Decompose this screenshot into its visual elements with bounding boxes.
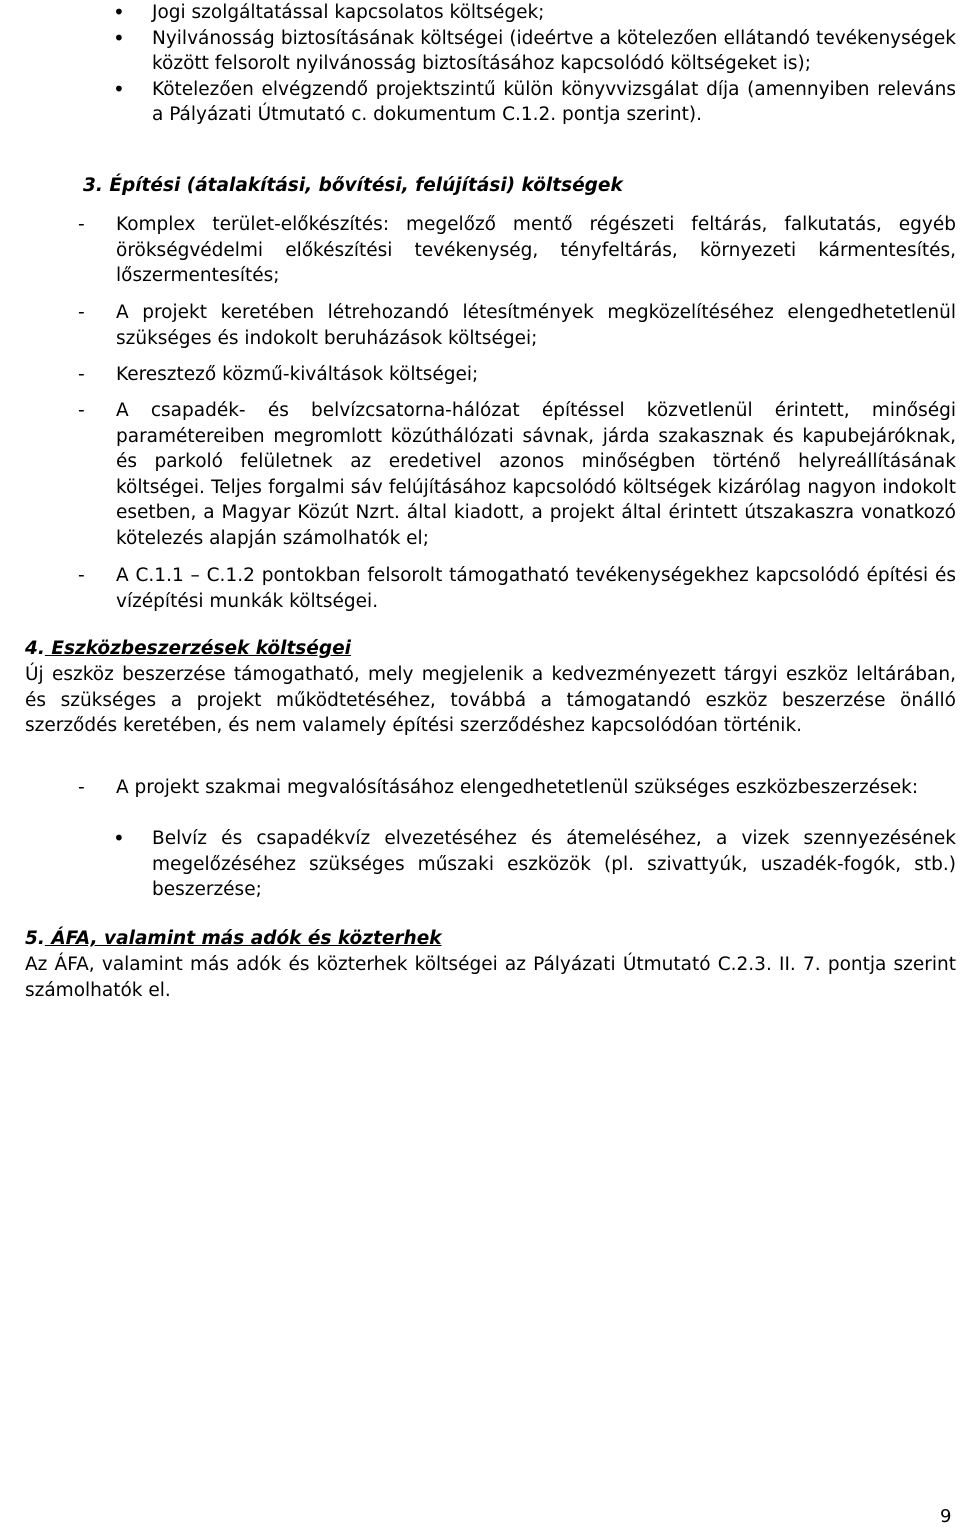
- bullet-text: Jogi szolgáltatással kapcsolatos költségek;: [152, 2, 545, 23]
- section-3-item-3: [0, 362, 960, 388]
- section-title: ÁFA, valamint más adók és közterhek: [51, 928, 442, 949]
- top-bullet-list: [0, 0, 960, 128]
- section-3-heading: 3. Építési (átalakítási, bővítési, felújítási) költségek: [83, 175, 623, 196]
- section-4-sub-bullet: [0, 826, 960, 903]
- section-3-item-2: [0, 300, 960, 351]
- section-3-item-5: [0, 563, 960, 614]
- page-number: 9: [940, 1506, 952, 1527]
- list-item: [0, 26, 960, 77]
- dash-marker: -: [78, 364, 85, 385]
- item-text: A csapadék- és belvízcsatorna-hálózat építéssel közvetlenül érintett, minőségi paramétereiben megromlott közúthálózati sávnak, járda szakasznak és kapubejáróknak, és parkoló felületnek az eredetivel azonos minőségben történő helyreállításának költségei. Teljes forgalmi sáv felújításához kapcsolódó költségek kizárólag nagyon indokolt esetben, a Magyar Közút Nzrt. által kiadott, a projekt által érintett útszakaszra vonatkozó kötelezés alapján számolhatók el;: [116, 400, 956, 549]
- dash-marker: -: [78, 565, 85, 586]
- item-text: Keresztező közmű-kiváltások költségei;: [116, 364, 479, 385]
- section-4-dash-item: [0, 775, 960, 801]
- item-text: A projekt szakmai megvalósításához elengedhetetlenül szükséges eszközbeszerzések:: [116, 777, 919, 798]
- bullet-icon: •: [113, 826, 125, 850]
- section-5-heading: [25, 926, 442, 952]
- item-text: A projekt keretében létrehozandó létesítmények megközelítéséhez elengedhetetlenül szükséges és indokolt beruházások költségei;: [116, 302, 956, 349]
- section-number: 4.: [25, 638, 45, 659]
- bullet-text: Belvíz és csapadékvíz elvezetéséhez és átemeléséhez, a vizek szennyezésének megelőzéséhez szükséges műszaki eszközök (pl. szivattyúk, uszadék-fogók, stb.) beszerzése;: [152, 828, 956, 900]
- dash-marker: -: [78, 302, 85, 323]
- bullet-text: Kötelezően elvégzendő projektszintű külön könyvvizsgálat díja (amennyiben releváns a Pályázati Útmutató c. dokumentum C.1.2. pontja szerint).: [152, 78, 956, 125]
- bullet-icon: •: [113, 76, 125, 101]
- bullet-text: Nyilvánosság biztosításának költségei (ideértve a kötelezően ellátandó tevékenységek között felsorolt nyilvánosság biztosításához kapcsolódó költségeket is);: [152, 27, 956, 74]
- section-number: 5.: [25, 928, 45, 949]
- bullet-icon: •: [113, 25, 125, 50]
- dash-marker: -: [78, 400, 85, 421]
- section-3-item-1: [0, 212, 960, 289]
- section-4-heading: [25, 636, 351, 662]
- dash-marker: -: [78, 214, 85, 235]
- section-title: Eszközbeszerzések költségei: [51, 638, 351, 659]
- dash-marker: -: [78, 777, 85, 798]
- list-item: [0, 0, 960, 26]
- bullet-icon: •: [113, 0, 125, 24]
- list-item: [0, 77, 960, 128]
- section-3-item-4: [0, 398, 960, 551]
- section-4-paragraph: Új eszköz beszerzése támogatható, mely megjelenik a kedvezményezett tárgyi eszköz leltárában, és szükséges a projekt működtetéséhez, továbbá a támogatandó eszköz beszerzése önálló szerződés keretében, és nem valamely építési szerződéshez kapcsolódóan történik.: [25, 664, 956, 736]
- item-text: A C.1.1 – C.1.2 pontokban felsorolt támogatható tevékenységekhez kapcsolódó építési és vízépítési munkák költségei.: [116, 565, 956, 612]
- section-5-paragraph: Az ÁFA, valamint más adók és közterhek költségei az Pályázati Útmutató C.2.3. II. 7. pontja szerint számolhatók el.: [25, 954, 956, 1001]
- list-item: [0, 826, 960, 903]
- item-text: Komplex terület-előkészítés: megelőző mentő régészeti feltárás, falkutatás, egyéb örökségvédelmi előkészítési tevékenység, tényfeltárás, környezeti kármentesítés, lőszermentesítés;: [116, 214, 956, 286]
